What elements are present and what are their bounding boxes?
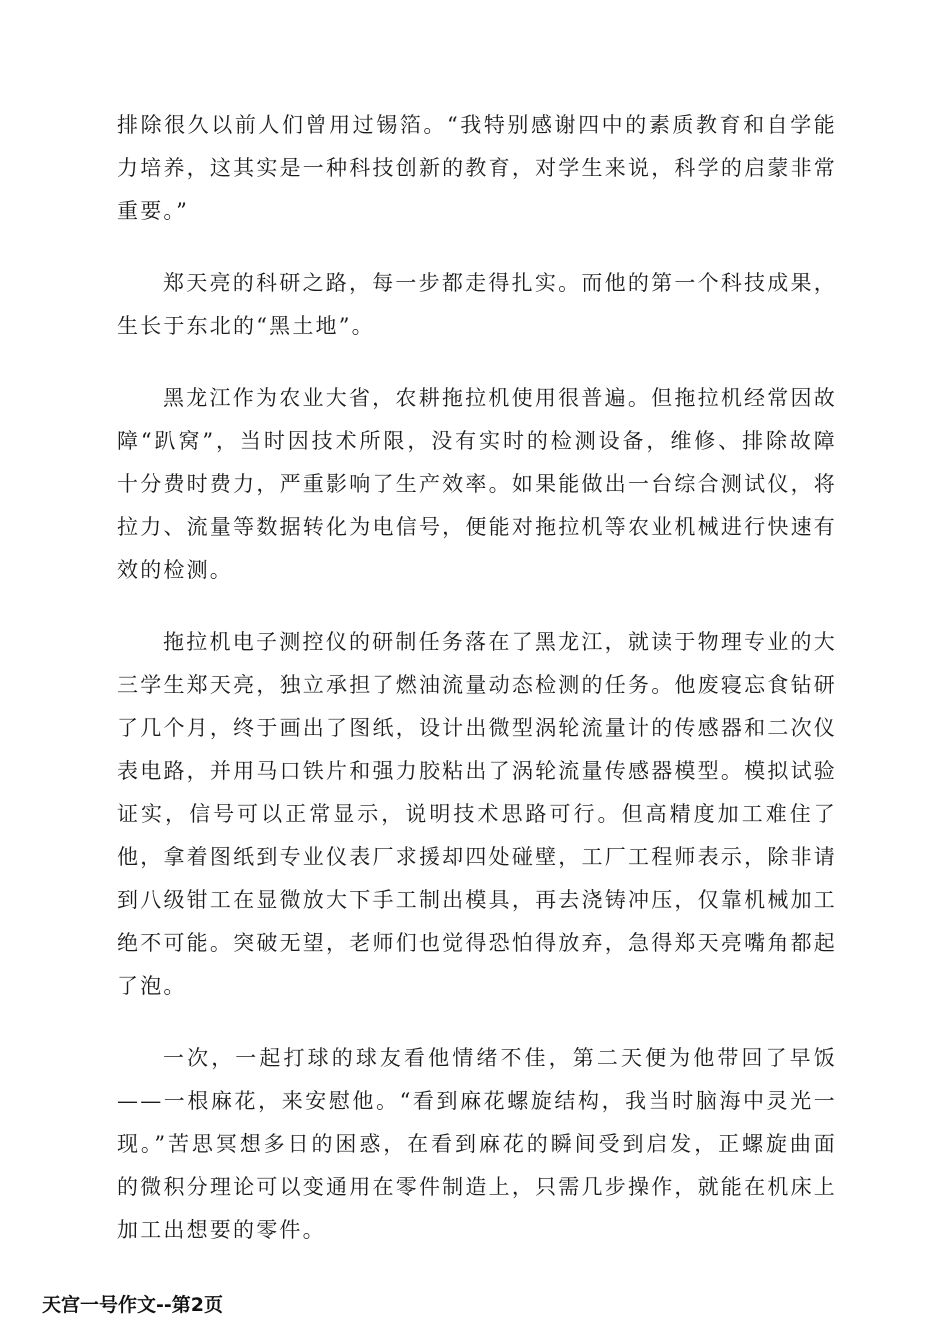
paragraph: 郑天亮的科研之路，每一步都走得扎实。而他的第一个科技成果，生长于东北的“黑土地”。 — [117, 271, 837, 338]
article-body — [117, 104, 837, 1281]
page-footer: 天宫一号作文--第2页 — [42, 1294, 223, 1316]
paragraph-continuation: 排除很久以前人们曾用过锡箔。“我特别感谢四中的素质教育和自学能力培养，这其实是一种科技创新的教育，对学生来说，科学的启蒙非常重要。” — [117, 113, 837, 223]
paragraph: 拖拉机电子测控仪的研制任务落在了黑龙江，就读于物理专业的大三学生郑天亮，独立承担了燃油流量动态检测的任务。他废寝忘食钻研了几个月，终于画出了图纸，设计出微型涡轮流量计的传感器和二次仪表电路，并用马口铁片和强力胶粘出了涡轮流量传感器模型。模拟试验证实，信号可以正常显示，说明技术思路可行。但高精度加工难住了他，拿着图纸到专业仪表厂求援却四处碰壁，工厂工程师表示，除非请到八级钳工在显微放大下手工制出模具，再去浇铸冲压，仅靠机械加工绝不可能。突破无望，老师们也觉得恐怕得放弃，急得郑天亮嘴角都起了泡。 — [117, 630, 837, 998]
paragraph: 一次，一起打球的球友看他情绪不佳，第二天便为他带回了早饭——一根麻花，来安慰他。“看到麻花螺旋结构，我当时脑海中灵光一现。”苦思冥想多日的困惑，在看到麻花的瞬间受到启发，正螺旋曲面的微积分理论可以变通用在零件制造上，只需几步操作，就能在机床上加工出想要的零件。 — [117, 1046, 837, 1242]
paragraph: 黑龙江作为农业大省，农耕拖拉机使用很普遍。但拖拉机经常因故障“趴窝”，当时因技术所限，没有实时的检测设备，维修、排除故障十分费时费力，严重影响了生产效率。如果能做出一台综合测试仪，将拉力、流量等数据转化为电信号，便能对拖拉机等农业机械进行快速有效的检测。 — [117, 386, 837, 582]
